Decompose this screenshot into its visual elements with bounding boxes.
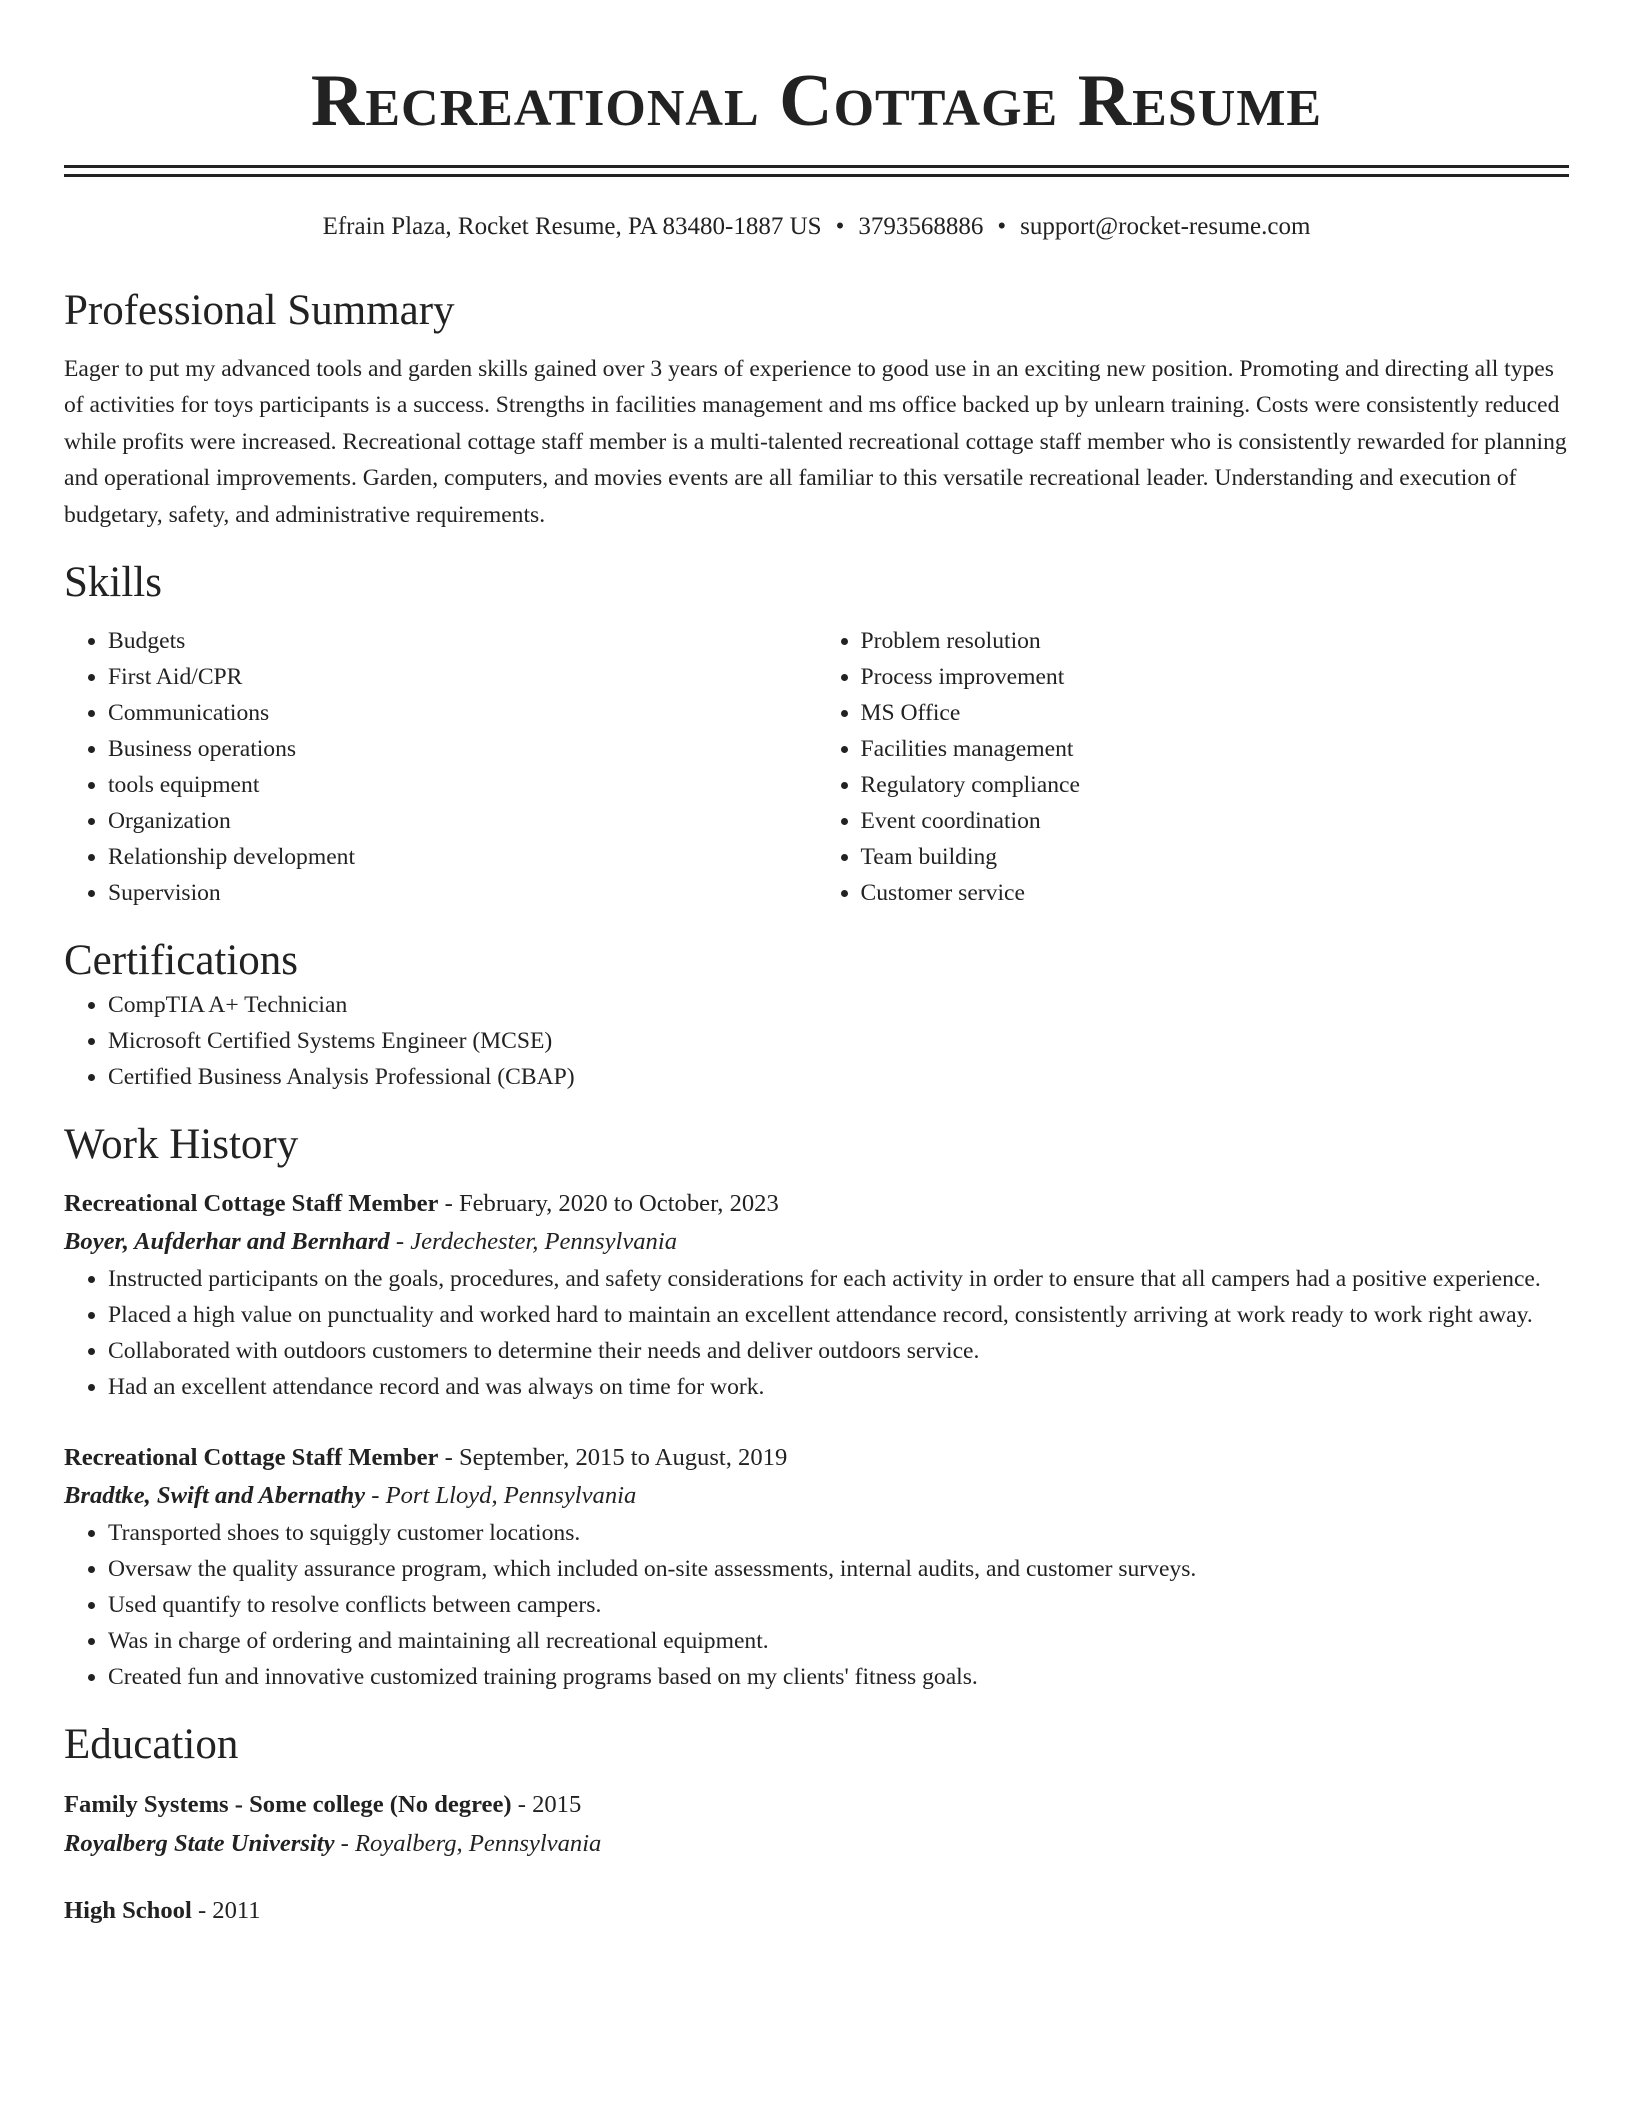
- skill-item: • MS Office: [861, 695, 1570, 731]
- skill-item: • Budgets: [108, 623, 817, 659]
- skill-item: • Regulatory compliance: [861, 767, 1570, 803]
- certifications-list: [64, 987, 1569, 1095]
- job-duties-list: [64, 1261, 1569, 1405]
- job-company: Bradtke, Swift and Abernathy: [64, 1482, 366, 1510]
- job-duties-list: [64, 1515, 1569, 1695]
- certification-item: • Microsoft Certified Systems Engineer (MCSE): [108, 1023, 1569, 1059]
- job-dates: - February, 2020 to October, 2023: [438, 1190, 779, 1218]
- education-location: - Royalberg, Pennsylvania: [334, 1830, 602, 1858]
- job-dates: - September, 2015 to August, 2019: [438, 1444, 788, 1472]
- job-location: - Port Lloyd, Pennsylvania: [365, 1482, 637, 1510]
- contact-line: [64, 211, 1569, 243]
- skill-item: • Problem resolution: [861, 623, 1570, 659]
- contact-address: Efrain Plaza, Rocket Resume, PA 83480-1887 US: [322, 213, 822, 240]
- summary-text: Eager to put my advanced tools and garden skills gained over 3 years of experience to good use in an exciting new position. Promoting and directing all types of activities for toys participants is a success. Strengths in facilities management and ms office backed up by unlearn training. Costs were consistently reduced while profits were increased. Recreational cottage staff member is a multi-talented recreational cottage staff member who is consistently rewarded for planning and operational improvements. Garden, computers, and movies events are all familiar to this versatile recreational leader. Understanding and execution of budgetary, safety, and administrative requirements.: [64, 356, 1567, 528]
- skill-item: • Business operations: [108, 731, 817, 767]
- skill-item: • Relationship development: [108, 839, 817, 875]
- job-duty: • Instructed participants on the goals, procedures, and safety considerations for each activity in order to ensure that all campers had a positive experience.: [108, 1261, 1569, 1297]
- skill-item: • Event coordination: [861, 803, 1570, 839]
- job-company-line: [64, 1477, 1569, 1515]
- job-title-line: [64, 1439, 1569, 1477]
- work-history-heading: Work History: [64, 1121, 299, 1169]
- job-company: Boyer, Aufderhar and Bernhard: [64, 1228, 390, 1256]
- summary-heading: Professional Summary: [64, 287, 455, 334]
- education-degree: Family Systems - Some college (No degree): [64, 1791, 512, 1819]
- skills-list-left: [64, 623, 817, 911]
- job-duty: • Had an excellent attendance record and was always on time for work.: [108, 1369, 1569, 1405]
- job-title: Recreational Cottage Staff Member: [64, 1190, 439, 1218]
- job-duty: • Was in charge of ordering and maintaining all recreational equipment.: [108, 1623, 1569, 1659]
- skill-item: • Process improvement: [861, 659, 1570, 695]
- skills-columns: [64, 623, 1569, 911]
- resume-title: Recreational Cottage Resume: [310, 60, 1323, 142]
- contact-email[interactable]: support@rocket-resume.com: [1020, 213, 1311, 240]
- skill-item: • tools equipment: [108, 767, 817, 803]
- education-heading: Education: [64, 1721, 239, 1769]
- resume-page: [64, 0, 1569, 1931]
- skills-list-right: [817, 623, 1570, 911]
- skill-item: • First Aid/CPR: [108, 659, 817, 695]
- job-duty: • Used quantify to resolve conflicts between campers.: [108, 1587, 1569, 1623]
- job-duty: • Oversaw the quality assurance program, which included on-site assessments, internal audits, and customer surveys.: [108, 1551, 1569, 1587]
- job-location: - Jerdechester, Pennsylvania: [389, 1228, 677, 1256]
- education-year: - 2015: [511, 1791, 582, 1819]
- education-school: Royalberg State University: [64, 1830, 335, 1858]
- title-divider-top: [64, 165, 1569, 168]
- title-divider-bottom: [64, 174, 1569, 177]
- education-degree: High School: [64, 1897, 192, 1925]
- education-degree-line: [64, 1891, 1569, 1931]
- education-entry: [64, 1785, 1569, 1863]
- contact-phone: 3793568886: [858, 213, 984, 240]
- skill-item: • Facilities management: [861, 731, 1570, 767]
- skill-item: • Supervision: [108, 875, 817, 911]
- education-entry: [64, 1891, 1569, 1931]
- education-degree-line: [64, 1785, 1569, 1825]
- job-duty: • Placed a high value on punctuality and worked hard to maintain an excellent attendance record, consistently arriving at work ready to work right away.: [108, 1297, 1569, 1333]
- job-entry: [64, 1439, 1569, 1695]
- certification-item: • CompTIA A+ Technician: [108, 987, 1569, 1023]
- education-year: - 2011: [191, 1897, 261, 1925]
- job-duty: • Collaborated with outdoors customers to determine their needs and deliver outdoors service.: [108, 1333, 1569, 1369]
- skill-item: • Communications: [108, 695, 817, 731]
- contact-separator: •: [835, 213, 845, 240]
- job-company-line: [64, 1223, 1569, 1261]
- certifications-heading: Certifications: [64, 937, 299, 985]
- contact-separator: •: [997, 213, 1007, 240]
- job-entry: [64, 1185, 1569, 1405]
- job-duty: • Transported shoes to squiggly customer locations.: [108, 1515, 1569, 1551]
- skill-item: • Organization: [108, 803, 817, 839]
- skill-item: • Customer service: [861, 875, 1570, 911]
- job-duty: • Created fun and innovative customized training programs based on my clients' fitness goals.: [108, 1659, 1569, 1695]
- skill-item: • Team building: [861, 839, 1570, 875]
- education-school-line: [64, 1825, 1569, 1863]
- job-title: Recreational Cottage Staff Member: [64, 1444, 439, 1472]
- job-title-line: [64, 1185, 1569, 1223]
- skills-heading: Skills: [64, 559, 162, 607]
- certification-item: • Certified Business Analysis Professional (CBAP): [108, 1059, 1569, 1095]
